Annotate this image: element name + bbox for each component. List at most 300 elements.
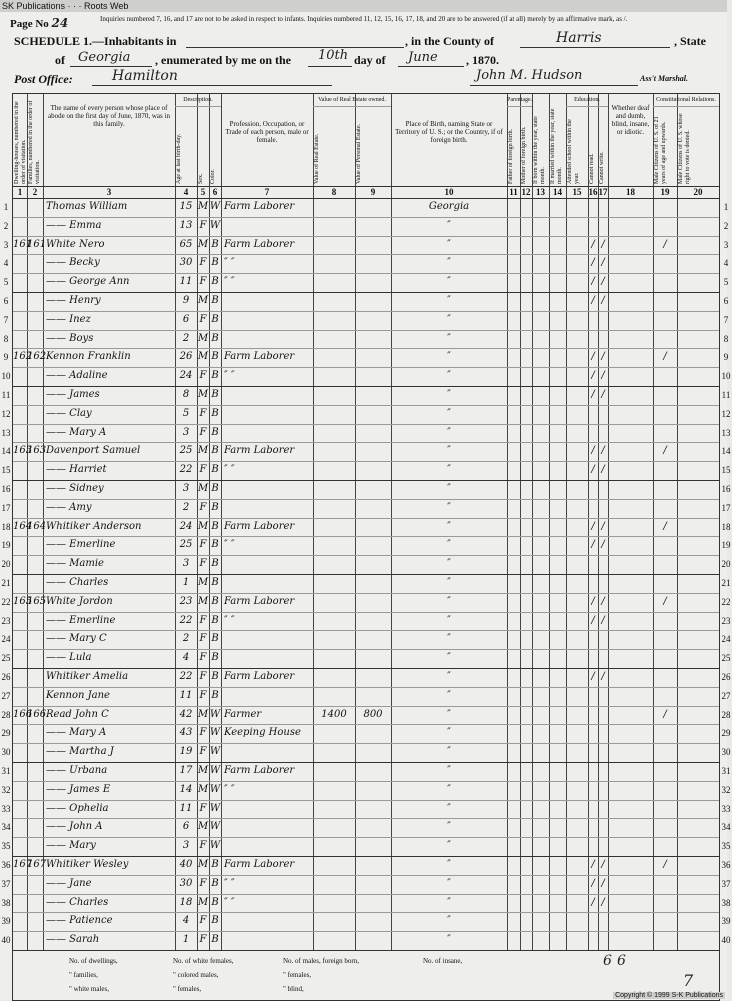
citizen-mark: / <box>663 859 667 870</box>
real-estate-cell <box>313 460 355 479</box>
person-name: —— Urbana <box>46 765 108 776</box>
person-name: —— Harriet <box>46 464 107 476</box>
citizen-mark <box>653 479 677 498</box>
dwelling-number <box>13 404 27 423</box>
personal-estate-cell <box>355 216 391 235</box>
real-estate-cell <box>313 592 355 611</box>
color-cell: W <box>209 708 221 720</box>
cannot-read-mark <box>588 911 598 930</box>
person-name: —— Sidney <box>46 483 104 494</box>
age-cell: 11 <box>179 276 193 288</box>
row-number-right: 3 <box>723 239 729 250</box>
state-line <box>70 66 152 67</box>
birthplace-cell: ″ <box>447 614 451 626</box>
real-estate-cell <box>313 667 355 686</box>
cannot-read-mark <box>588 197 598 216</box>
occupation-cell <box>221 498 313 517</box>
age-cell: 3 <box>182 426 190 438</box>
cannot-read-mark <box>588 705 598 724</box>
row-number-left: 4 <box>3 258 9 269</box>
age-cell: 15 <box>179 201 193 212</box>
sex-cell: F <box>199 370 207 382</box>
person-name: Davenport Samuel <box>46 445 141 457</box>
family-number <box>27 611 43 630</box>
citizen-mark: / <box>663 595 667 607</box>
row-number-left: 34 <box>1 822 11 833</box>
age-cell: 26 <box>179 351 193 363</box>
personal-estate-cell <box>355 667 391 686</box>
occupation-cell: Farm Laborer <box>224 445 295 457</box>
birthplace-cell: ″ <box>447 859 451 870</box>
row-number-left: 19 <box>1 540 11 551</box>
citizen-mark <box>653 216 677 235</box>
row-number-right: 21 <box>721 578 731 588</box>
age-cell: 14 <box>179 783 193 795</box>
post-office-line <box>92 85 332 86</box>
dwelling-number <box>13 272 27 291</box>
footer-colored-males: " colored males, <box>173 971 219 979</box>
row-number-right: 36 <box>721 860 731 870</box>
census-table <box>1 93 731 951</box>
person-name: —— Charles <box>46 896 109 908</box>
person-name: —— George Ann <box>46 276 130 288</box>
occupation-cell <box>221 573 313 592</box>
row-number-right: 33 <box>721 803 731 814</box>
citizen-mark <box>653 874 677 893</box>
row-number-right: 12 <box>721 408 731 419</box>
column-number-9: 9 <box>370 187 376 197</box>
row-number-right: 2 <box>723 220 729 231</box>
cannot-write-mark <box>598 498 608 517</box>
color-cell: B <box>211 539 219 551</box>
year-label: , 1870. <box>466 53 499 67</box>
cannot-read-mark: / <box>591 595 595 607</box>
dwelling-number <box>13 667 27 686</box>
personal-estate-cell <box>355 329 391 348</box>
real-estate-cell <box>313 761 355 780</box>
occupation-cell <box>221 216 313 235</box>
personal-estate-cell <box>355 855 391 874</box>
column-divider <box>520 94 521 950</box>
row-number-right: 40 <box>721 935 731 946</box>
dwelling-number <box>13 723 27 742</box>
person-name: —— Inez <box>46 313 91 325</box>
family-number <box>27 686 43 705</box>
sex-cell: M <box>197 332 209 344</box>
birthplace-cell: ″ <box>447 633 451 645</box>
schedule-title: SCHEDULE 1.—Inhabitants in <box>14 34 177 48</box>
occupation-cell <box>221 554 313 573</box>
dwelling-number <box>13 310 27 329</box>
sex-cell: M <box>197 483 209 494</box>
column-number-20: 20 <box>693 187 703 197</box>
cannot-read-mark <box>588 648 598 667</box>
sex-cell: M <box>197 896 209 908</box>
birthplace-cell: ″ <box>447 727 451 739</box>
personal-estate-cell <box>355 761 391 780</box>
sex-cell: M <box>197 201 209 212</box>
cannot-read-mark <box>588 836 598 855</box>
row-number-left: 16 <box>1 484 11 494</box>
age-cell: 42 <box>179 708 193 720</box>
citizen-mark <box>653 291 677 310</box>
family-number <box>27 253 43 272</box>
occupation-cell <box>221 310 313 329</box>
column-heading-11: Father of foreign birth. <box>508 129 514 184</box>
dwelling-number <box>13 366 27 385</box>
footer-white-females: No. of white females, <box>173 957 234 965</box>
family-number <box>27 460 43 479</box>
personal-estate-cell <box>355 441 391 460</box>
column-divider <box>507 94 508 950</box>
column-heading-13: If born within the year, state month. <box>533 116 546 184</box>
age-cell: 3 <box>182 840 190 852</box>
cannot-write-mark: / <box>601 614 605 626</box>
real-estate-cell <box>313 253 355 272</box>
column-number-3: 3 <box>106 187 112 197</box>
color-cell: B <box>211 595 219 607</box>
age-cell: 18 <box>179 896 193 908</box>
cannot-read-mark: / <box>591 370 595 382</box>
occupation-cell <box>221 930 313 949</box>
row-number-left: 32 <box>1 784 11 795</box>
family-number <box>27 329 43 348</box>
color-cell: B <box>211 934 219 946</box>
column-number-5: 5 <box>200 187 206 197</box>
family-number <box>27 723 43 742</box>
family-number <box>27 667 43 686</box>
cannot-write-mark <box>598 629 608 648</box>
column-number-4: 4 <box>183 187 189 197</box>
personal-estate-cell <box>355 197 391 216</box>
occupation-cell: ″ ″ <box>224 464 235 476</box>
occupation-cell: ″ ″ <box>224 539 235 551</box>
cannot-read-mark <box>588 216 598 235</box>
personal-estate-cell <box>355 592 391 611</box>
color-cell: B <box>211 652 219 664</box>
row-number-left: 15 <box>1 465 11 476</box>
cannot-read-mark: / <box>591 238 595 250</box>
dwelling-number: 162 <box>13 351 33 363</box>
personal-estate-cell <box>355 253 391 272</box>
personal-estate-cell <box>355 817 391 836</box>
citizen-mark <box>653 930 677 949</box>
row-number-right: 35 <box>721 841 731 852</box>
column-divider <box>677 94 678 950</box>
person-name: —— Becky <box>46 257 100 269</box>
family-number <box>27 554 43 573</box>
cannot-write-mark <box>598 836 608 855</box>
color-cell: B <box>211 614 219 626</box>
row-number-right: 30 <box>721 747 731 758</box>
dwelling-number <box>13 836 27 855</box>
group-rule-parentage <box>507 106 532 107</box>
birthplace-cell: ″ <box>447 426 451 438</box>
citizen-mark <box>653 761 677 780</box>
cannot-write-mark <box>598 554 608 573</box>
personal-estate-cell <box>355 686 391 705</box>
birthplace-cell: ″ <box>447 671 451 682</box>
row-number-left: 30 <box>1 747 11 758</box>
real-estate-cell <box>313 441 355 460</box>
person-name: —— Charles <box>46 577 109 588</box>
cannot-write-mark: / <box>601 351 605 363</box>
column-heading-2: Families, numbered in the order of visitation. <box>28 100 41 184</box>
family-number <box>27 874 43 893</box>
color-cell: B <box>211 370 219 382</box>
person-name: —— Mary C <box>46 633 107 645</box>
cannot-read-mark: / <box>591 464 595 476</box>
real-estate-cell <box>313 930 355 949</box>
column-divider <box>566 94 567 950</box>
column-number-17: 17 <box>598 187 608 197</box>
page-no-label: Page No <box>10 18 49 30</box>
occupation-cell <box>221 629 313 648</box>
sex-cell: F <box>199 652 207 664</box>
cannot-write-mark <box>598 404 608 423</box>
footer-blind: " blind, <box>283 985 304 993</box>
row-number-right: 9 <box>723 352 729 363</box>
birthplace-cell: ″ <box>447 501 451 513</box>
dwelling-number <box>13 329 27 348</box>
row-number-left: 26 <box>1 672 11 682</box>
occupation-cell: ″ ″ <box>224 614 235 626</box>
color-cell: B <box>211 332 219 344</box>
sex-cell: M <box>197 821 209 833</box>
page-number: 24 <box>51 16 69 30</box>
family-number <box>27 799 43 818</box>
row-number-left: 37 <box>1 878 11 889</box>
row-number-left: 22 <box>1 596 11 607</box>
age-cell: 22 <box>179 671 193 682</box>
dwelling-number: 164 <box>13 520 33 532</box>
dwelling-number <box>13 460 27 479</box>
column-number-18: 18 <box>626 187 635 197</box>
row-number-right: 26 <box>721 672 731 682</box>
row-number-left: 6 <box>3 296 9 306</box>
sex-cell: M <box>197 783 209 795</box>
age-cell: 1 <box>182 934 190 946</box>
birthplace-cell: ″ <box>447 840 451 852</box>
dwelling-number <box>13 554 27 573</box>
person-name: —— Jane <box>46 877 92 889</box>
sex-cell: M <box>197 595 209 607</box>
real-estate-cell <box>313 404 355 423</box>
dwelling-number <box>13 423 27 442</box>
family-number: 161 <box>27 238 47 250</box>
dwelling-number <box>13 197 27 216</box>
row-number-right: 14 <box>721 446 731 457</box>
row-number-right: 13 <box>721 427 731 438</box>
citizen-mark <box>653 404 677 423</box>
cannot-read-mark <box>588 723 598 742</box>
citizen-mark <box>653 629 677 648</box>
sex-cell: F <box>199 934 207 946</box>
age-cell: 6 <box>182 313 190 325</box>
column-heading-6: Color. <box>210 169 216 184</box>
age-cell: 30 <box>179 877 193 889</box>
color-cell: B <box>211 351 219 363</box>
cannot-read-mark: / <box>591 520 595 532</box>
column-number-7: 7 <box>264 187 270 197</box>
family-number <box>27 385 43 404</box>
occupation-cell: Farm Laborer <box>224 671 295 682</box>
citizen-mark <box>653 611 677 630</box>
birthplace-cell: ″ <box>447 689 451 701</box>
marshal-signature: John M. Hudson <box>476 68 583 83</box>
footer-colored-females: " females, <box>173 985 202 993</box>
occupation-cell <box>221 742 313 761</box>
family-number <box>27 216 43 235</box>
row-number-left: 33 <box>1 803 11 814</box>
family-number <box>27 780 43 799</box>
column-heading-10: Place of Birth, naming State or Territory of U. S.; or the Country, if of foreign birth. <box>395 120 503 144</box>
color-cell: B <box>211 501 219 513</box>
citizen-mark <box>653 742 677 761</box>
column-number-8: 8 <box>331 187 337 197</box>
enumerated-label: , enumerated by me on the <box>155 53 291 67</box>
personal-estate-cell <box>355 911 391 930</box>
person-name: —— Emma <box>46 219 102 231</box>
real-estate-cell <box>313 893 355 912</box>
birthplace-cell: ″ <box>447 802 451 814</box>
cannot-read-mark: / <box>591 614 595 626</box>
row-number-right: 20 <box>721 559 731 570</box>
birthplace-cell: ″ <box>447 520 451 532</box>
real-estate-cell <box>313 611 355 630</box>
citizen-mark <box>653 836 677 855</box>
color-cell: W <box>209 746 221 758</box>
color-cell: B <box>211 915 219 927</box>
sex-cell: M <box>197 520 209 532</box>
cannot-read-mark <box>588 554 598 573</box>
personal-estate-cell <box>355 385 391 404</box>
cannot-write-mark <box>598 423 608 442</box>
real-estate-cell <box>313 874 355 893</box>
column-heading-9: Value of Personal Estate. <box>356 124 362 184</box>
dwelling-number: 167 <box>13 859 33 870</box>
column-divider <box>549 94 550 950</box>
dwelling-number <box>13 253 27 272</box>
cannot-write-mark <box>598 930 608 949</box>
row-number-left: 14 <box>1 446 11 457</box>
row-number-left: 2 <box>3 220 9 231</box>
person-name: Kennon Jane <box>46 689 110 701</box>
person-name: Whitiker Anderson <box>46 520 142 532</box>
cannot-read-mark <box>588 799 598 818</box>
person-name: —— Lula <box>46 652 92 664</box>
person-name: Thomas William <box>46 201 128 212</box>
color-cell: B <box>211 276 219 288</box>
color-cell: W <box>209 840 221 852</box>
personal-estate-cell <box>355 498 391 517</box>
age-cell: 22 <box>179 614 193 626</box>
family-number <box>27 291 43 310</box>
cannot-read-mark <box>588 780 598 799</box>
occupation-cell: Farm Laborer <box>224 351 295 363</box>
column-heading-7: Profession, Occupation, or Trade of each person, male or female. <box>225 120 309 144</box>
color-cell: B <box>211 464 219 476</box>
personal-estate-cell <box>355 235 391 254</box>
color-cell: W <box>209 821 221 833</box>
cannot-write-mark: / <box>601 238 605 250</box>
cannot-read-mark: / <box>591 389 595 400</box>
real-estate-cell <box>313 836 355 855</box>
personal-estate-cell <box>355 517 391 536</box>
citizen-mark <box>653 554 677 573</box>
citizen-mark <box>653 197 677 216</box>
row-number-left: 5 <box>3 277 9 288</box>
personal-estate-cell <box>355 629 391 648</box>
real-estate-cell <box>313 235 355 254</box>
dwelling-number <box>13 498 27 517</box>
birthplace-cell: ″ <box>447 332 451 344</box>
cannot-write-mark <box>598 911 608 930</box>
sex-cell: F <box>199 539 207 551</box>
citizen-mark: / <box>663 351 667 363</box>
family-number <box>27 310 43 329</box>
birthplace-cell: ″ <box>447 934 451 946</box>
dwelling-number <box>13 686 27 705</box>
footer-white-males: " white males, <box>69 985 109 993</box>
family-number: 167 <box>27 859 47 870</box>
cannot-read-mark <box>588 930 598 949</box>
dwelling-number <box>13 911 27 930</box>
dwelling-number <box>13 930 27 949</box>
row-number-right: 11 <box>721 390 731 400</box>
real-estate-cell <box>313 479 355 498</box>
marshal-label: Ass't Marshal. <box>640 74 689 83</box>
row-number-left: 11 <box>1 390 11 400</box>
person-name: —— Clay <box>46 407 92 419</box>
cannot-write-mark: / <box>601 295 605 306</box>
color-cell: W <box>209 727 221 739</box>
cannot-read-mark: / <box>591 257 595 269</box>
cannot-read-mark <box>588 573 598 592</box>
birthplace-cell: ″ <box>447 558 451 570</box>
person-name: —— Mamie <box>46 558 104 570</box>
person-name: —— Emerline <box>46 614 116 626</box>
sex-cell: F <box>199 802 207 814</box>
sex-cell: F <box>199 558 207 570</box>
citizen-mark <box>653 723 677 742</box>
real-estate-cell <box>313 742 355 761</box>
sex-cell: M <box>197 295 209 306</box>
family-number <box>27 423 43 442</box>
cannot-write-mark: / <box>601 464 605 476</box>
birthplace-cell: ″ <box>447 370 451 382</box>
dwelling-number <box>13 874 27 893</box>
occupation-cell: Keeping House <box>224 727 301 739</box>
citizen-mark <box>653 253 677 272</box>
cannot-write-mark: / <box>601 520 605 532</box>
occupation-cell <box>221 385 313 404</box>
footer-tally-3: 7 <box>683 971 694 990</box>
person-name: —— Martha J <box>46 746 114 758</box>
personal-estate-cell <box>355 742 391 761</box>
dwelling-number <box>13 893 27 912</box>
row-number-right: 28 <box>721 709 731 720</box>
row-number-right: 24 <box>721 634 731 645</box>
cannot-write-mark: / <box>601 859 605 870</box>
group-rule-education <box>566 106 608 107</box>
age-cell: 2 <box>182 501 190 513</box>
person-name: —— Adaline <box>46 370 108 382</box>
cannot-write-mark <box>598 573 608 592</box>
sex-cell: M <box>197 708 209 720</box>
person-name: —— Mary A <box>46 727 107 739</box>
age-cell: 24 <box>179 520 193 532</box>
